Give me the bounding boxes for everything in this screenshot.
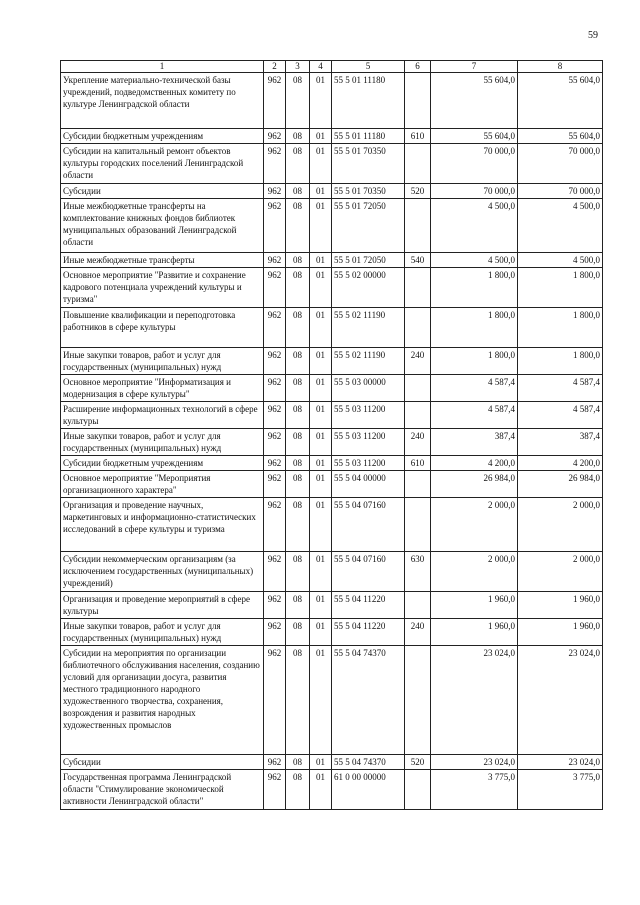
row-expense-type-cell: 610 bbox=[405, 129, 431, 144]
row-code-cell: 962 bbox=[264, 308, 286, 348]
row-section-cell: 08 bbox=[286, 268, 310, 308]
row-target-article-cell: 61 0 00 00000 bbox=[332, 770, 405, 810]
row-amount-cell: 4 587,4 bbox=[431, 375, 518, 402]
row-section-cell: 08 bbox=[286, 755, 310, 770]
row-amount-cell: 55 604,0 bbox=[431, 73, 518, 129]
row-code-cell: 962 bbox=[264, 402, 286, 429]
row-amount-cell: 23 024,0 bbox=[431, 646, 518, 755]
row-amount-total-cell: 4 587,4 bbox=[518, 375, 603, 402]
row-subsection-cell: 01 bbox=[310, 429, 332, 456]
row-expense-type-cell bbox=[405, 199, 431, 253]
row-expense-type-cell bbox=[405, 144, 431, 184]
table-row bbox=[61, 199, 603, 253]
row-section-cell: 08 bbox=[286, 471, 310, 498]
row-amount-cell: 1 960,0 bbox=[431, 592, 518, 619]
row-section-cell: 08 bbox=[286, 592, 310, 619]
row-target-article-cell: 55 5 03 11200 bbox=[332, 402, 405, 429]
row-section-cell: 08 bbox=[286, 308, 310, 348]
row-target-article-cell: 55 5 04 00000 bbox=[332, 471, 405, 498]
row-subsection-cell: 01 bbox=[310, 375, 332, 402]
row-code-cell: 962 bbox=[264, 619, 286, 646]
row-name-cell: Субсидии бюджетным учреждениям bbox=[61, 456, 264, 471]
row-subsection-cell: 01 bbox=[310, 199, 332, 253]
header-cell: 2 bbox=[264, 61, 286, 73]
row-name-cell: Основное мероприятие "Развитие и сохранение кадрового потенциала учреждений культуры и туризма" bbox=[61, 268, 264, 308]
row-name-cell: Основное мероприятие "Информатизация и модернизация в сфере культуры" bbox=[61, 375, 264, 402]
row-target-article-cell: 55 5 04 11220 bbox=[332, 592, 405, 619]
row-amount-total-cell: 2 000,0 bbox=[518, 498, 603, 552]
row-section-cell: 08 bbox=[286, 770, 310, 810]
row-section-cell: 08 bbox=[286, 73, 310, 129]
row-expense-type-cell bbox=[405, 402, 431, 429]
row-subsection-cell: 01 bbox=[310, 592, 332, 619]
row-amount-total-cell: 1 800,0 bbox=[518, 308, 603, 348]
row-name-cell: Государственная программа Ленинградской области "Стимулирование экономической активности Ленинградской области" bbox=[61, 770, 264, 810]
table-row bbox=[61, 348, 603, 375]
row-subsection-cell: 01 bbox=[310, 456, 332, 471]
row-name-cell: Иные межбюджетные трансферты на комплектование книжных фондов библиотек муниципальных образований Ленинградской области bbox=[61, 199, 264, 253]
row-section-cell: 08 bbox=[286, 199, 310, 253]
row-amount-cell: 387,4 bbox=[431, 429, 518, 456]
row-target-article-cell: 55 5 02 11190 bbox=[332, 308, 405, 348]
row-amount-cell: 26 984,0 bbox=[431, 471, 518, 498]
row-expense-type-cell: 520 bbox=[405, 755, 431, 770]
table-row bbox=[61, 592, 603, 619]
row-code-cell: 962 bbox=[264, 456, 286, 471]
row-amount-total-cell: 70 000,0 bbox=[518, 144, 603, 184]
row-section-cell: 08 bbox=[286, 348, 310, 375]
row-code-cell: 962 bbox=[264, 73, 286, 129]
row-target-article-cell: 55 5 04 74370 bbox=[332, 646, 405, 755]
row-section-cell: 08 bbox=[286, 402, 310, 429]
row-amount-total-cell: 23 024,0 bbox=[518, 755, 603, 770]
row-code-cell: 962 bbox=[264, 144, 286, 184]
row-name-cell: Субсидии бюджетным учреждениям bbox=[61, 129, 264, 144]
row-amount-cell: 1 800,0 bbox=[431, 268, 518, 308]
row-expense-type-cell bbox=[405, 268, 431, 308]
row-target-article-cell: 55 5 02 11190 bbox=[332, 348, 405, 375]
row-code-cell: 962 bbox=[264, 199, 286, 253]
table-row bbox=[61, 552, 603, 592]
table-row bbox=[61, 375, 603, 402]
row-code-cell: 962 bbox=[264, 552, 286, 592]
table-row bbox=[61, 619, 603, 646]
table-row bbox=[61, 73, 603, 129]
row-name-cell: Субсидии на капитальный ремонт объектов культуры городских поселений Ленинградской области bbox=[61, 144, 264, 184]
row-target-article-cell: 55 5 01 72050 bbox=[332, 253, 405, 268]
row-name-cell: Субсидии на мероприятия по организации библиотечного обслуживания населения, созданию условий для организации досуга, развития местного традиционного народного художественного творчества, сохранения, возрождения и развития народных художественных промыслов bbox=[61, 646, 264, 755]
table-row bbox=[61, 755, 603, 770]
row-amount-total-cell: 1 800,0 bbox=[518, 268, 603, 308]
row-subsection-cell: 01 bbox=[310, 129, 332, 144]
row-subsection-cell: 01 bbox=[310, 73, 332, 129]
row-section-cell: 08 bbox=[286, 375, 310, 402]
row-subsection-cell: 01 bbox=[310, 348, 332, 375]
row-expense-type-cell: 610 bbox=[405, 456, 431, 471]
row-subsection-cell: 01 bbox=[310, 253, 332, 268]
row-subsection-cell: 01 bbox=[310, 184, 332, 199]
table-row bbox=[61, 402, 603, 429]
header-cell: 4 bbox=[310, 61, 332, 73]
row-amount-cell: 1 800,0 bbox=[431, 308, 518, 348]
row-subsection-cell: 01 bbox=[310, 552, 332, 592]
row-expense-type-cell: 540 bbox=[405, 253, 431, 268]
page-number: 59 bbox=[588, 30, 598, 41]
row-code-cell: 962 bbox=[264, 268, 286, 308]
row-section-cell: 08 bbox=[286, 429, 310, 456]
header-cell: 8 bbox=[518, 61, 603, 73]
row-amount-cell: 55 604,0 bbox=[431, 129, 518, 144]
row-section-cell: 08 bbox=[286, 619, 310, 646]
table-row bbox=[61, 770, 603, 810]
row-name-cell: Укрепление материально-технической базы учреждений, подведомственных комитету по культуре Ленинградской области bbox=[61, 73, 264, 129]
row-subsection-cell: 01 bbox=[310, 646, 332, 755]
budget-table bbox=[60, 60, 603, 810]
row-amount-cell: 4 200,0 bbox=[431, 456, 518, 471]
header-cell: 5 bbox=[332, 61, 405, 73]
table-row bbox=[61, 471, 603, 498]
header-cell: 3 bbox=[286, 61, 310, 73]
row-subsection-cell: 01 bbox=[310, 619, 332, 646]
row-amount-total-cell: 4 587,4 bbox=[518, 402, 603, 429]
row-name-cell: Организация и проведение мероприятий в сфере культуры bbox=[61, 592, 264, 619]
table-header-row bbox=[61, 61, 603, 73]
row-code-cell: 962 bbox=[264, 253, 286, 268]
row-amount-cell: 1 800,0 bbox=[431, 348, 518, 375]
row-name-cell: Иные закупки товаров, работ и услуг для государственных (муниципальных) нужд bbox=[61, 429, 264, 456]
row-section-cell: 08 bbox=[286, 144, 310, 184]
row-subsection-cell: 01 bbox=[310, 770, 332, 810]
row-amount-cell: 2 000,0 bbox=[431, 552, 518, 592]
row-amount-cell: 70 000,0 bbox=[431, 184, 518, 199]
row-amount-total-cell: 387,4 bbox=[518, 429, 603, 456]
row-expense-type-cell: 240 bbox=[405, 348, 431, 375]
row-name-cell: Основное мероприятие "Мероприятия организационного характера" bbox=[61, 471, 264, 498]
row-expense-type-cell: 520 bbox=[405, 184, 431, 199]
header-cell: 1 bbox=[61, 61, 264, 73]
row-expense-type-cell: 240 bbox=[405, 429, 431, 456]
row-target-article-cell: 55 5 03 11200 bbox=[332, 429, 405, 456]
row-expense-type-cell bbox=[405, 375, 431, 402]
row-amount-cell: 4 500,0 bbox=[431, 199, 518, 253]
row-subsection-cell: 01 bbox=[310, 755, 332, 770]
row-amount-total-cell: 1 960,0 bbox=[518, 619, 603, 646]
table-row bbox=[61, 308, 603, 348]
row-code-cell: 962 bbox=[264, 184, 286, 199]
row-amount-total-cell: 4 500,0 bbox=[518, 253, 603, 268]
row-code-cell: 962 bbox=[264, 348, 286, 375]
row-amount-cell: 4 500,0 bbox=[431, 253, 518, 268]
table-row bbox=[61, 253, 603, 268]
row-code-cell: 962 bbox=[264, 498, 286, 552]
row-expense-type-cell bbox=[405, 471, 431, 498]
row-section-cell: 08 bbox=[286, 253, 310, 268]
row-target-article-cell: 55 5 03 11200 bbox=[332, 456, 405, 471]
row-target-article-cell: 55 5 04 11220 bbox=[332, 619, 405, 646]
header-cell: 6 bbox=[405, 61, 431, 73]
row-amount-total-cell: 4 500,0 bbox=[518, 199, 603, 253]
table-row bbox=[61, 498, 603, 552]
row-name-cell: Иные межбюджетные трансферты bbox=[61, 253, 264, 268]
row-name-cell: Иные закупки товаров, работ и услуг для государственных (муниципальных) нужд bbox=[61, 619, 264, 646]
row-section-cell: 08 bbox=[286, 129, 310, 144]
row-expense-type-cell bbox=[405, 308, 431, 348]
row-amount-cell: 70 000,0 bbox=[431, 144, 518, 184]
table-row bbox=[61, 429, 603, 456]
row-section-cell: 08 bbox=[286, 456, 310, 471]
row-amount-total-cell: 23 024,0 bbox=[518, 646, 603, 755]
row-expense-type-cell bbox=[405, 770, 431, 810]
row-amount-total-cell: 2 000,0 bbox=[518, 552, 603, 592]
row-section-cell: 08 bbox=[286, 552, 310, 592]
table-row bbox=[61, 268, 603, 308]
row-target-article-cell: 55 5 01 70350 bbox=[332, 184, 405, 199]
row-target-article-cell: 55 5 01 11180 bbox=[332, 73, 405, 129]
row-subsection-cell: 01 bbox=[310, 402, 332, 429]
row-target-article-cell: 55 5 03 00000 bbox=[332, 375, 405, 402]
row-code-cell: 962 bbox=[264, 471, 286, 498]
row-amount-cell: 1 960,0 bbox=[431, 619, 518, 646]
row-amount-cell: 2 000,0 bbox=[431, 498, 518, 552]
row-amount-total-cell: 1 800,0 bbox=[518, 348, 603, 375]
row-name-cell: Повышение квалификации и переподготовка работников в сфере культуры bbox=[61, 308, 264, 348]
table-row bbox=[61, 144, 603, 184]
row-target-article-cell: 55 5 01 11180 bbox=[332, 129, 405, 144]
row-expense-type-cell bbox=[405, 73, 431, 129]
row-amount-cell: 3 775,0 bbox=[431, 770, 518, 810]
row-target-article-cell: 55 5 01 72050 bbox=[332, 199, 405, 253]
table-row bbox=[61, 456, 603, 471]
row-subsection-cell: 01 bbox=[310, 471, 332, 498]
row-amount-total-cell: 26 984,0 bbox=[518, 471, 603, 498]
row-subsection-cell: 01 bbox=[310, 308, 332, 348]
header-cell: 7 bbox=[431, 61, 518, 73]
row-code-cell: 962 bbox=[264, 375, 286, 402]
row-expense-type-cell bbox=[405, 498, 431, 552]
row-amount-cell: 4 587,4 bbox=[431, 402, 518, 429]
row-target-article-cell: 55 5 04 74370 bbox=[332, 755, 405, 770]
row-target-article-cell: 55 5 04 07160 bbox=[332, 552, 405, 592]
row-code-cell: 962 bbox=[264, 770, 286, 810]
row-name-cell: Иные закупки товаров, работ и услуг для государственных (муниципальных) нужд bbox=[61, 348, 264, 375]
row-name-cell: Субсидии некоммерческим организациям (за исключением государственных (муниципальных) учреждений) bbox=[61, 552, 264, 592]
row-code-cell: 962 bbox=[264, 129, 286, 144]
row-subsection-cell: 01 bbox=[310, 144, 332, 184]
row-name-cell: Субсидии bbox=[61, 184, 264, 199]
table-row bbox=[61, 184, 603, 199]
row-target-article-cell: 55 5 01 70350 bbox=[332, 144, 405, 184]
row-amount-total-cell: 4 200,0 bbox=[518, 456, 603, 471]
table-row bbox=[61, 129, 603, 144]
row-code-cell: 962 bbox=[264, 755, 286, 770]
row-subsection-cell: 01 bbox=[310, 498, 332, 552]
row-section-cell: 08 bbox=[286, 184, 310, 199]
row-expense-type-cell bbox=[405, 646, 431, 755]
row-target-article-cell: 55 5 02 00000 bbox=[332, 268, 405, 308]
row-expense-type-cell: 240 bbox=[405, 619, 431, 646]
row-section-cell: 08 bbox=[286, 646, 310, 755]
table-row bbox=[61, 646, 603, 755]
row-amount-total-cell: 55 604,0 bbox=[518, 73, 603, 129]
row-amount-total-cell: 70 000,0 bbox=[518, 184, 603, 199]
row-code-cell: 962 bbox=[264, 592, 286, 619]
row-target-article-cell: 55 5 04 07160 bbox=[332, 498, 405, 552]
row-name-cell: Расширение информационных технологий в сфере культуры bbox=[61, 402, 264, 429]
row-expense-type-cell: 630 bbox=[405, 552, 431, 592]
row-amount-cell: 23 024,0 bbox=[431, 755, 518, 770]
row-code-cell: 962 bbox=[264, 646, 286, 755]
row-name-cell: Организация и проведение научных, маркетинговых и информационно-статистических исследований в сфере культуры и туризма bbox=[61, 498, 264, 552]
row-amount-total-cell: 3 775,0 bbox=[518, 770, 603, 810]
row-amount-total-cell: 55 604,0 bbox=[518, 129, 603, 144]
row-name-cell: Субсидии bbox=[61, 755, 264, 770]
row-amount-total-cell: 1 960,0 bbox=[518, 592, 603, 619]
row-code-cell: 962 bbox=[264, 429, 286, 456]
row-section-cell: 08 bbox=[286, 498, 310, 552]
row-expense-type-cell bbox=[405, 592, 431, 619]
row-subsection-cell: 01 bbox=[310, 268, 332, 308]
